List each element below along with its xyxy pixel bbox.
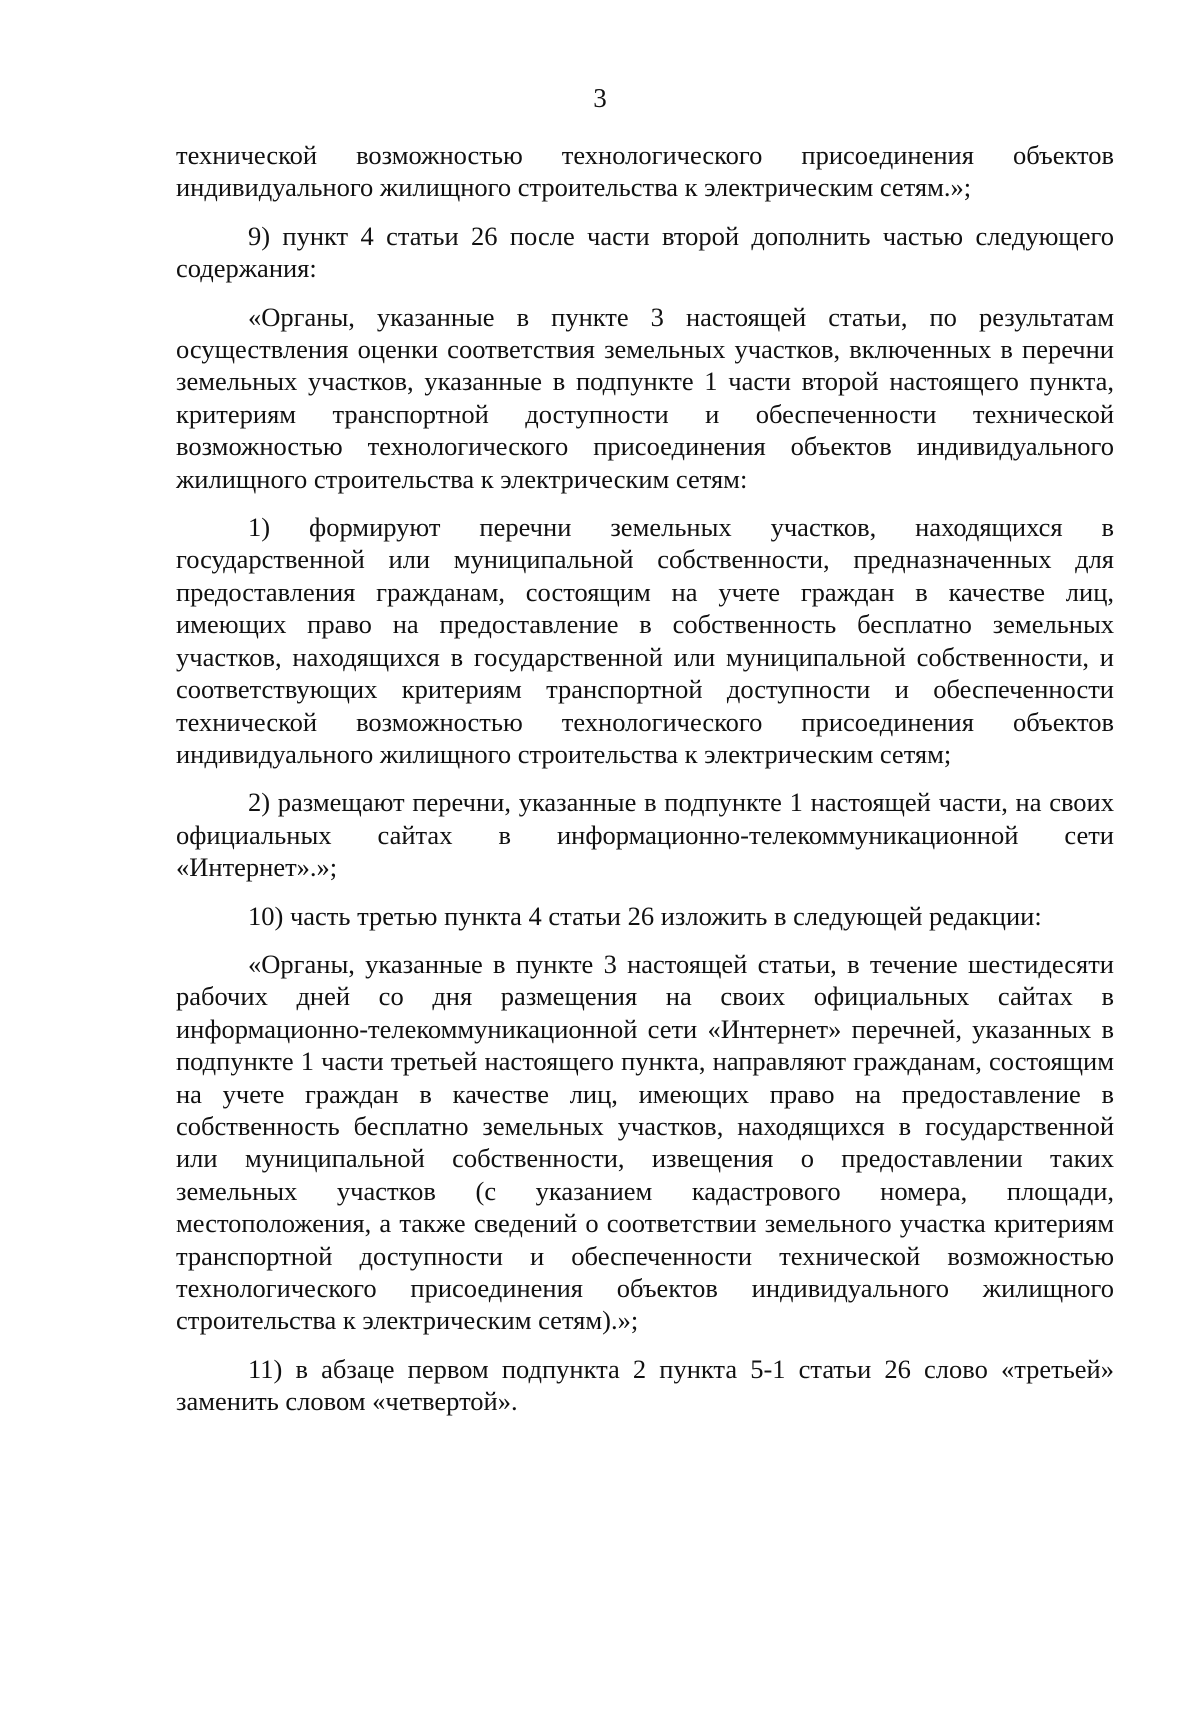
paragraph-item-11: 11) в абзаце первом подпункта 2 пункта 5-1 статьи 26 слово «третьей» заменить словом «четвертой». — [176, 1353, 1114, 1417]
paragraph-quote-organs-notice: «Органы, указанные в пункте 3 настоящей статьи, в течение шестидесяти рабочих дней со дня размещения на своих официальных сайтах в информационно-телекоммуникационной сети «Интернет» перечней, указанных в подпункте 1 части третьей настоящего пункта, направляют гражданам, состоящим на учете граждан в качестве лиц, имеющих право на предоставление в собственность бесплатно земельных участков, находящихся в государственной или муниципальной собственности, извещения о предоставлении таких земельных участков (с указанием кадастрового номера, площади, местоположения, а также сведений о соответствии земельного участка критериям транспортной доступности и обеспеченности технической возможностью технологического присоединения объектов индивидуального жилищного строительства к электрическим сетям).»; — [176, 948, 1114, 1336]
paragraph-quote-organs: «Органы, указанные в пункте 3 настоящей статьи, по результатам осуществления оценки соответствия земельных участков, включенных в перечни земельных участков, указанные в подпункте 1 части второй настоящего пункта, критериям транспортной доступности и обеспеченности технической возможностью технологического присоединения объектов индивидуального жилищного строительства к электрическим сетям: — [176, 301, 1114, 494]
paragraph-subitem-1: 1) формируют перечни земельных участков, находящихся в государственной или муниципальной собственности, предназначенных для предоставления гражданам, состоящим на учете граждан в качестве лиц, имеющих право на предоставление в собственность бесплатно земельных участков, находящихся в государственной или муниципальной собственности, и соответствующих критериям транспортной доступности и обеспеченности технической возможностью технологического присоединения объектов индивидуального жилищного строительства к электрическим сетям; — [176, 512, 1114, 769]
paragraph-continuation: технической возможностью технологического присоединения объектов индивидуального жилищного строительства к электрическим сетям.»; — [176, 140, 1114, 203]
paragraph-item-9: 9) пункт 4 статьи 26 после части второй дополнить частью следующего содержания: — [176, 220, 1114, 284]
document-body — [176, 139, 1114, 1434]
paragraph-subitem-2: 2) размещают перечни, указанные в подпункте 1 настоящей части, на своих официальных сайтах в информационно-телекоммуникационной сети «Интернет».»; — [176, 787, 1114, 883]
paragraph-item-10: 10) часть третью пункта 4 статьи 26 изложить в следующей редакции: — [248, 900, 1042, 931]
page-number: 3 — [593, 83, 607, 113]
